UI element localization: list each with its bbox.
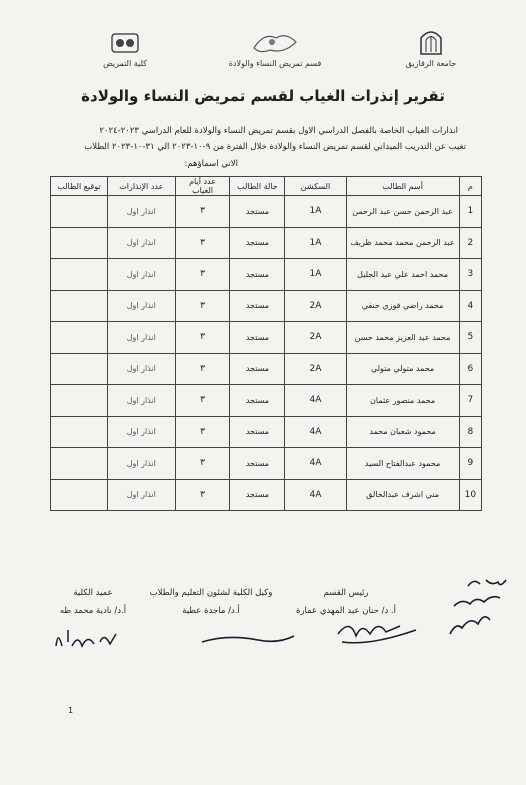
section: 2A [285, 353, 346, 385]
warning-count: انذار اول [107, 259, 175, 291]
student-name: محمد منصور عثمان [346, 385, 459, 417]
student-status: مستجد [230, 322, 285, 354]
handwritten-signature-dean [52, 620, 122, 656]
student-status: مستجد [230, 353, 285, 385]
intro-line-2: تغيب عن التدريب الميداني لقسم تمريض النساء والولادة خلال الفترة من ٩-١٠-٢٠٢٣ الي ٣١-١٠-٢٠٢٣ الطلاب [84, 142, 466, 152]
absence-days: ٣ [175, 479, 230, 511]
table-row [51, 259, 482, 291]
warning-count: انذار اول [107, 196, 175, 228]
department-head-name: أ. د/ حنان عبد المهدي عمارة [295, 606, 396, 616]
student-status: مستجد [230, 416, 285, 448]
warning-count: انذار اول [107, 448, 175, 480]
section: 1A [285, 227, 346, 259]
student-signature-cell [51, 196, 108, 228]
university-emblem-icon [417, 26, 445, 56]
row-number: 1 [459, 196, 481, 228]
intro-line-3: الاتي اسماؤهم: [184, 159, 238, 169]
university-name: جامعة الزقازيق [405, 59, 457, 68]
row-number: 10 [459, 479, 481, 511]
letterhead [0, 18, 526, 78]
table-row [51, 416, 482, 448]
header-student-signature: توقيع الطالب [51, 177, 108, 196]
row-number: 4 [459, 290, 481, 322]
absence-days: ٣ [175, 259, 230, 291]
section: 4A [285, 385, 346, 417]
warning-count: انذار اول [107, 290, 175, 322]
header-warnings: عدد الإنذارات [107, 177, 175, 196]
section: 4A [285, 479, 346, 511]
warning-count: انذار اول [107, 416, 175, 448]
warning-count: انذار اول [107, 479, 175, 511]
section: 2A [285, 290, 346, 322]
student-status: مستجد [230, 385, 285, 417]
dean-signature [38, 588, 148, 616]
table-header-row [51, 177, 482, 196]
table-row [51, 385, 482, 417]
warning-count: انذار اول [107, 353, 175, 385]
table-row [51, 227, 482, 259]
header-student-status: حالة الطالب [230, 177, 285, 196]
absence-days: ٣ [175, 196, 230, 228]
table-row [51, 479, 482, 511]
row-number: 7 [459, 385, 481, 417]
dean-name: أ.د/ نادية محمد طه [59, 606, 127, 616]
faculty-logo [90, 30, 160, 68]
student-status: مستجد [230, 196, 285, 228]
row-number: 6 [459, 353, 481, 385]
row-number: 8 [459, 416, 481, 448]
warning-count: انذار اول [107, 227, 175, 259]
handwritten-signature-vice-dean [198, 628, 298, 650]
header-student-name: أسم الطالب [346, 177, 459, 196]
student-signature-cell [51, 259, 108, 291]
student-name: محمد راضي فوزي حنفي [346, 290, 459, 322]
section: 1A [285, 196, 346, 228]
table-row [51, 290, 482, 322]
report-title: تقرير إنذرات الغياب لقسم تمريض النساء والولادة [81, 87, 445, 105]
header-number: م [459, 177, 481, 196]
vice-dean-name: أ.د/ ماجدة عطية [182, 606, 240, 616]
student-signature-cell [51, 416, 108, 448]
table-row [51, 448, 482, 480]
student-signature-cell [51, 448, 108, 480]
handwritten-signature-far-right [440, 572, 518, 647]
table-row [51, 196, 482, 228]
student-name: محمد عبد العزيز محمد حسن [346, 322, 459, 354]
student-name: محمود عبدالفتاح السيد [346, 448, 459, 480]
section: 1A [285, 259, 346, 291]
student-name: محمود شعبان محمد [346, 416, 459, 448]
absence-days: ٣ [175, 385, 230, 417]
warning-count: انذار اول [107, 385, 175, 417]
student-status: مستجد [230, 290, 285, 322]
page-number: 1 [68, 706, 74, 715]
student-name: محمد احمد علي عبد الجليل [346, 259, 459, 291]
student-name: عبد الرحمن محمد محمد ظريف [346, 227, 459, 259]
table-row [51, 322, 482, 354]
header-section: السكشن [285, 177, 346, 196]
row-number: 5 [459, 322, 481, 354]
student-signature-cell [51, 227, 108, 259]
absence-table [50, 176, 482, 511]
department-emblem-icon [250, 28, 300, 56]
table-row [51, 353, 482, 385]
student-name: مني اشرف عبدالخالق [346, 479, 459, 511]
department-logo [215, 28, 335, 68]
absence-days: ٣ [175, 416, 230, 448]
student-signature-cell [51, 479, 108, 511]
student-status: مستجد [230, 479, 285, 511]
row-number: 9 [459, 448, 481, 480]
vice-dean-signature [141, 588, 281, 616]
section: 4A [285, 448, 346, 480]
student-signature-cell [51, 353, 108, 385]
absence-days: ٣ [175, 322, 230, 354]
handwritten-signature-department-head [330, 612, 425, 652]
row-number: 3 [459, 259, 481, 291]
vice-dean-role: وكيل الكلية لشئون التعليم والطلاب [149, 588, 273, 598]
absence-days: ٣ [175, 227, 230, 259]
department-name: قسم تمريض النساء والولادة [228, 59, 322, 68]
university-logo [396, 26, 466, 68]
student-status: مستجد [230, 259, 285, 291]
warning-count: انذار اول [107, 322, 175, 354]
dean-role: عميد الكلية [73, 588, 113, 598]
absence-days: ٣ [175, 448, 230, 480]
absence-days: ٣ [175, 353, 230, 385]
header-absence-days: عدد أيام الغياب [175, 177, 230, 196]
student-status: مستجد [230, 448, 285, 480]
faculty-name: كلية التمريض [103, 59, 147, 68]
student-signature-cell [51, 290, 108, 322]
section: 2A [285, 322, 346, 354]
student-signature-cell [51, 385, 108, 417]
department-head-role: رئيس القسم [323, 588, 369, 598]
section: 4A [285, 416, 346, 448]
faculty-emblem-icon [109, 30, 141, 56]
student-signature-cell [51, 322, 108, 354]
absence-days: ٣ [175, 290, 230, 322]
row-number: 2 [459, 227, 481, 259]
student-name: محمد متولي متولي [346, 353, 459, 385]
intro-line-1: انذارات الغياب الخاصة بالفصل الدراسي الاول بقسم تمريض النساء والولادة للعام الدراسي ٢٠٢٣-٢٠٢٤ [99, 126, 458, 136]
student-status: مستجد [230, 227, 285, 259]
student-name: عبد الرحمن حسن عبد الرحمن [346, 196, 459, 228]
